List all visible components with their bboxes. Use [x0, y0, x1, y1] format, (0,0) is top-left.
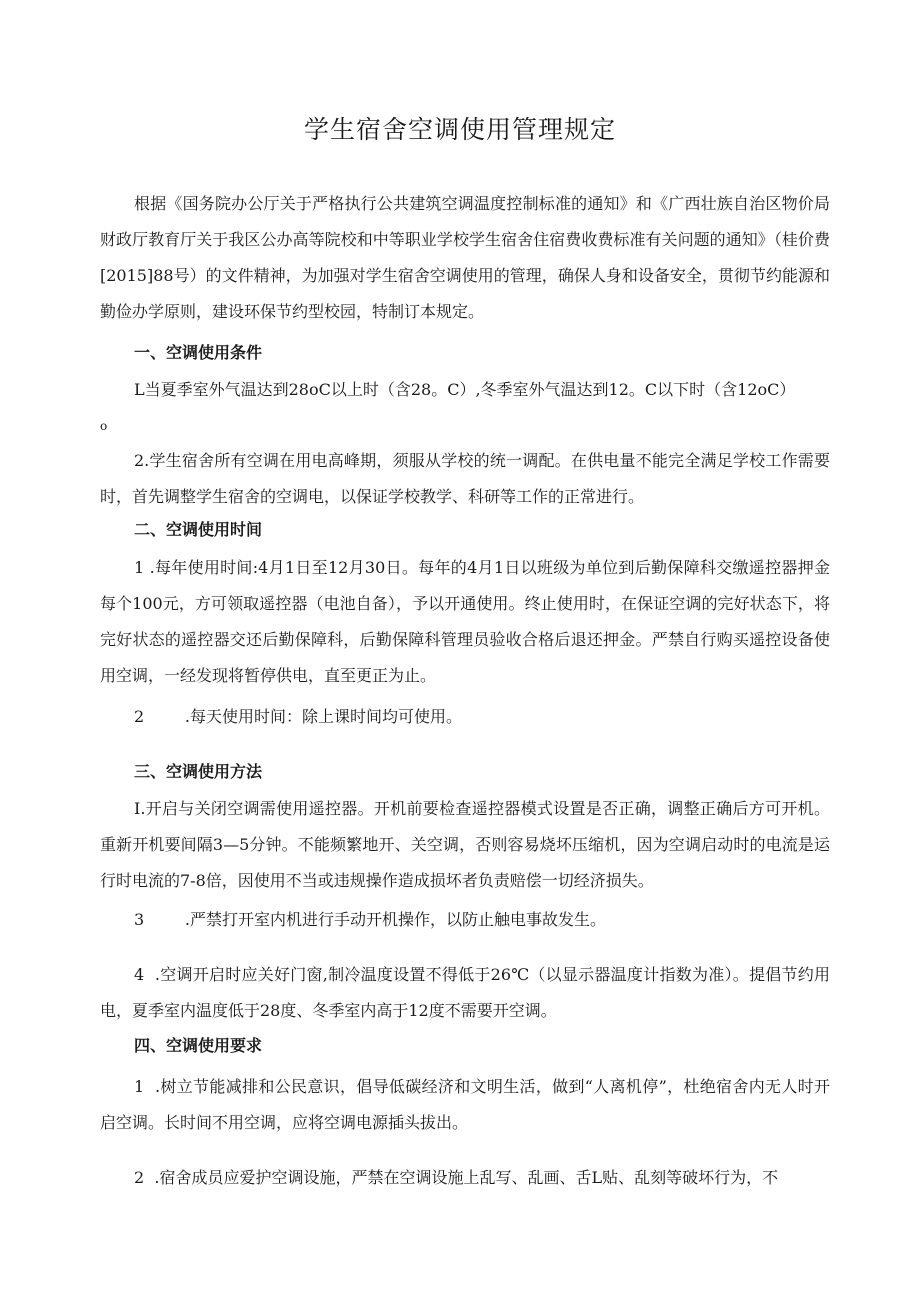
section-1-item-1-tail: o	[100, 419, 108, 433]
section-2-item-2: 2 .每天使用时间：除上课时间均可使用。	[134, 707, 462, 726]
section-3-heading: 三、空调使用方法	[134, 762, 263, 781]
section-4-item-2: 2 .宿舍成员应爱护空调设施，严禁在空调设施上乱写、乱画、舌L贴、乱刻等破坏行为，不	[134, 1168, 779, 1187]
document-title: 学生宿舍空调使用管理规定	[303, 115, 616, 144]
section-3-item-3: 4 .空调开启时应关好门窗,制冷温度设置不得低于26℃（以显示器温度计指数为准）。提倡节约用电，夏季室内温度低于28度、冬季室内高于12度不需要开空调。	[100, 965, 830, 1020]
section-1-heading: 一、空调使用条件	[134, 343, 263, 362]
section-2-item-1: 1 .每年使用时间:4月1日至12月30日。每年的4月1日以班级为单位到后勤保障科交缴遥控器押金每个100元，方可领取遥控器（电池自备），予以开通使用。终止使用时，在保证空调的完好状态下，将完好状态的遥控器交还后勤保障科，后勤保障科管理员验收合格后退还押金。严禁自行购买遥控设备使用空调，一经发现将暂停供电，直至更正为止。	[100, 558, 830, 685]
section-4-item-1: 1 .树立节能减排和公民意识，倡导低碳经济和文明生活，做到“人离机停”，杜绝宿舍内无人时开启空调。长时间不用空调，应将空调电源插头拔出。	[100, 1077, 830, 1132]
section-1-item-2: 2.学生宿舍所有空调在用电高峰期，须服从学校的统一调配。在供电量不能完全满足学校工作需要时，首先调整学生宿舍的空调电，以保证学校教学、科研等工作的正常进行。	[100, 451, 830, 506]
section-3-item-2: 3 .严禁打开室内机进行手动开机操作，以防止触电事故发生。	[134, 910, 606, 929]
section-4-heading: 四、空调使用要求	[134, 1036, 263, 1055]
section-3-item-1: I.开启与关闭空调需使用遥控器。开机前要检查遥控器模式设置是否正确，调整正确后方可开机。重新开机要间隔3—5分钟。不能频繁地开、关空调，否则容易烧坏压缩机，因为空调启动时的电流是运行时电流的7-8倍，因使用不当或违规操作造成损坏者负责赔偿一切经济损失。	[100, 799, 830, 890]
intro-paragraph: 根据《国务院办公厅关于严格执行公共建筑空调温度控制标准的通知》和《广西壮族自治区物价局财政厅教育厅关于我区公办高等院校和中等职业学校学生宿舍住宿费收费标准有关问题的通知》（桂价费[2015]88号）的文件精神，为加强对学生宿舍空调使用的管理，确保人身和设备安全，贯彻节约能源和勤俭办学原则，建设环保节约型校园，特制订本规定。	[100, 194, 830, 321]
section-2-heading: 二、空调使用时间	[134, 520, 263, 539]
section-1-item-1: L当夏季室外气温达到28oC以上时（含28。C）,冬季室外气温达到12。C以下时（含12oC）	[134, 380, 796, 399]
